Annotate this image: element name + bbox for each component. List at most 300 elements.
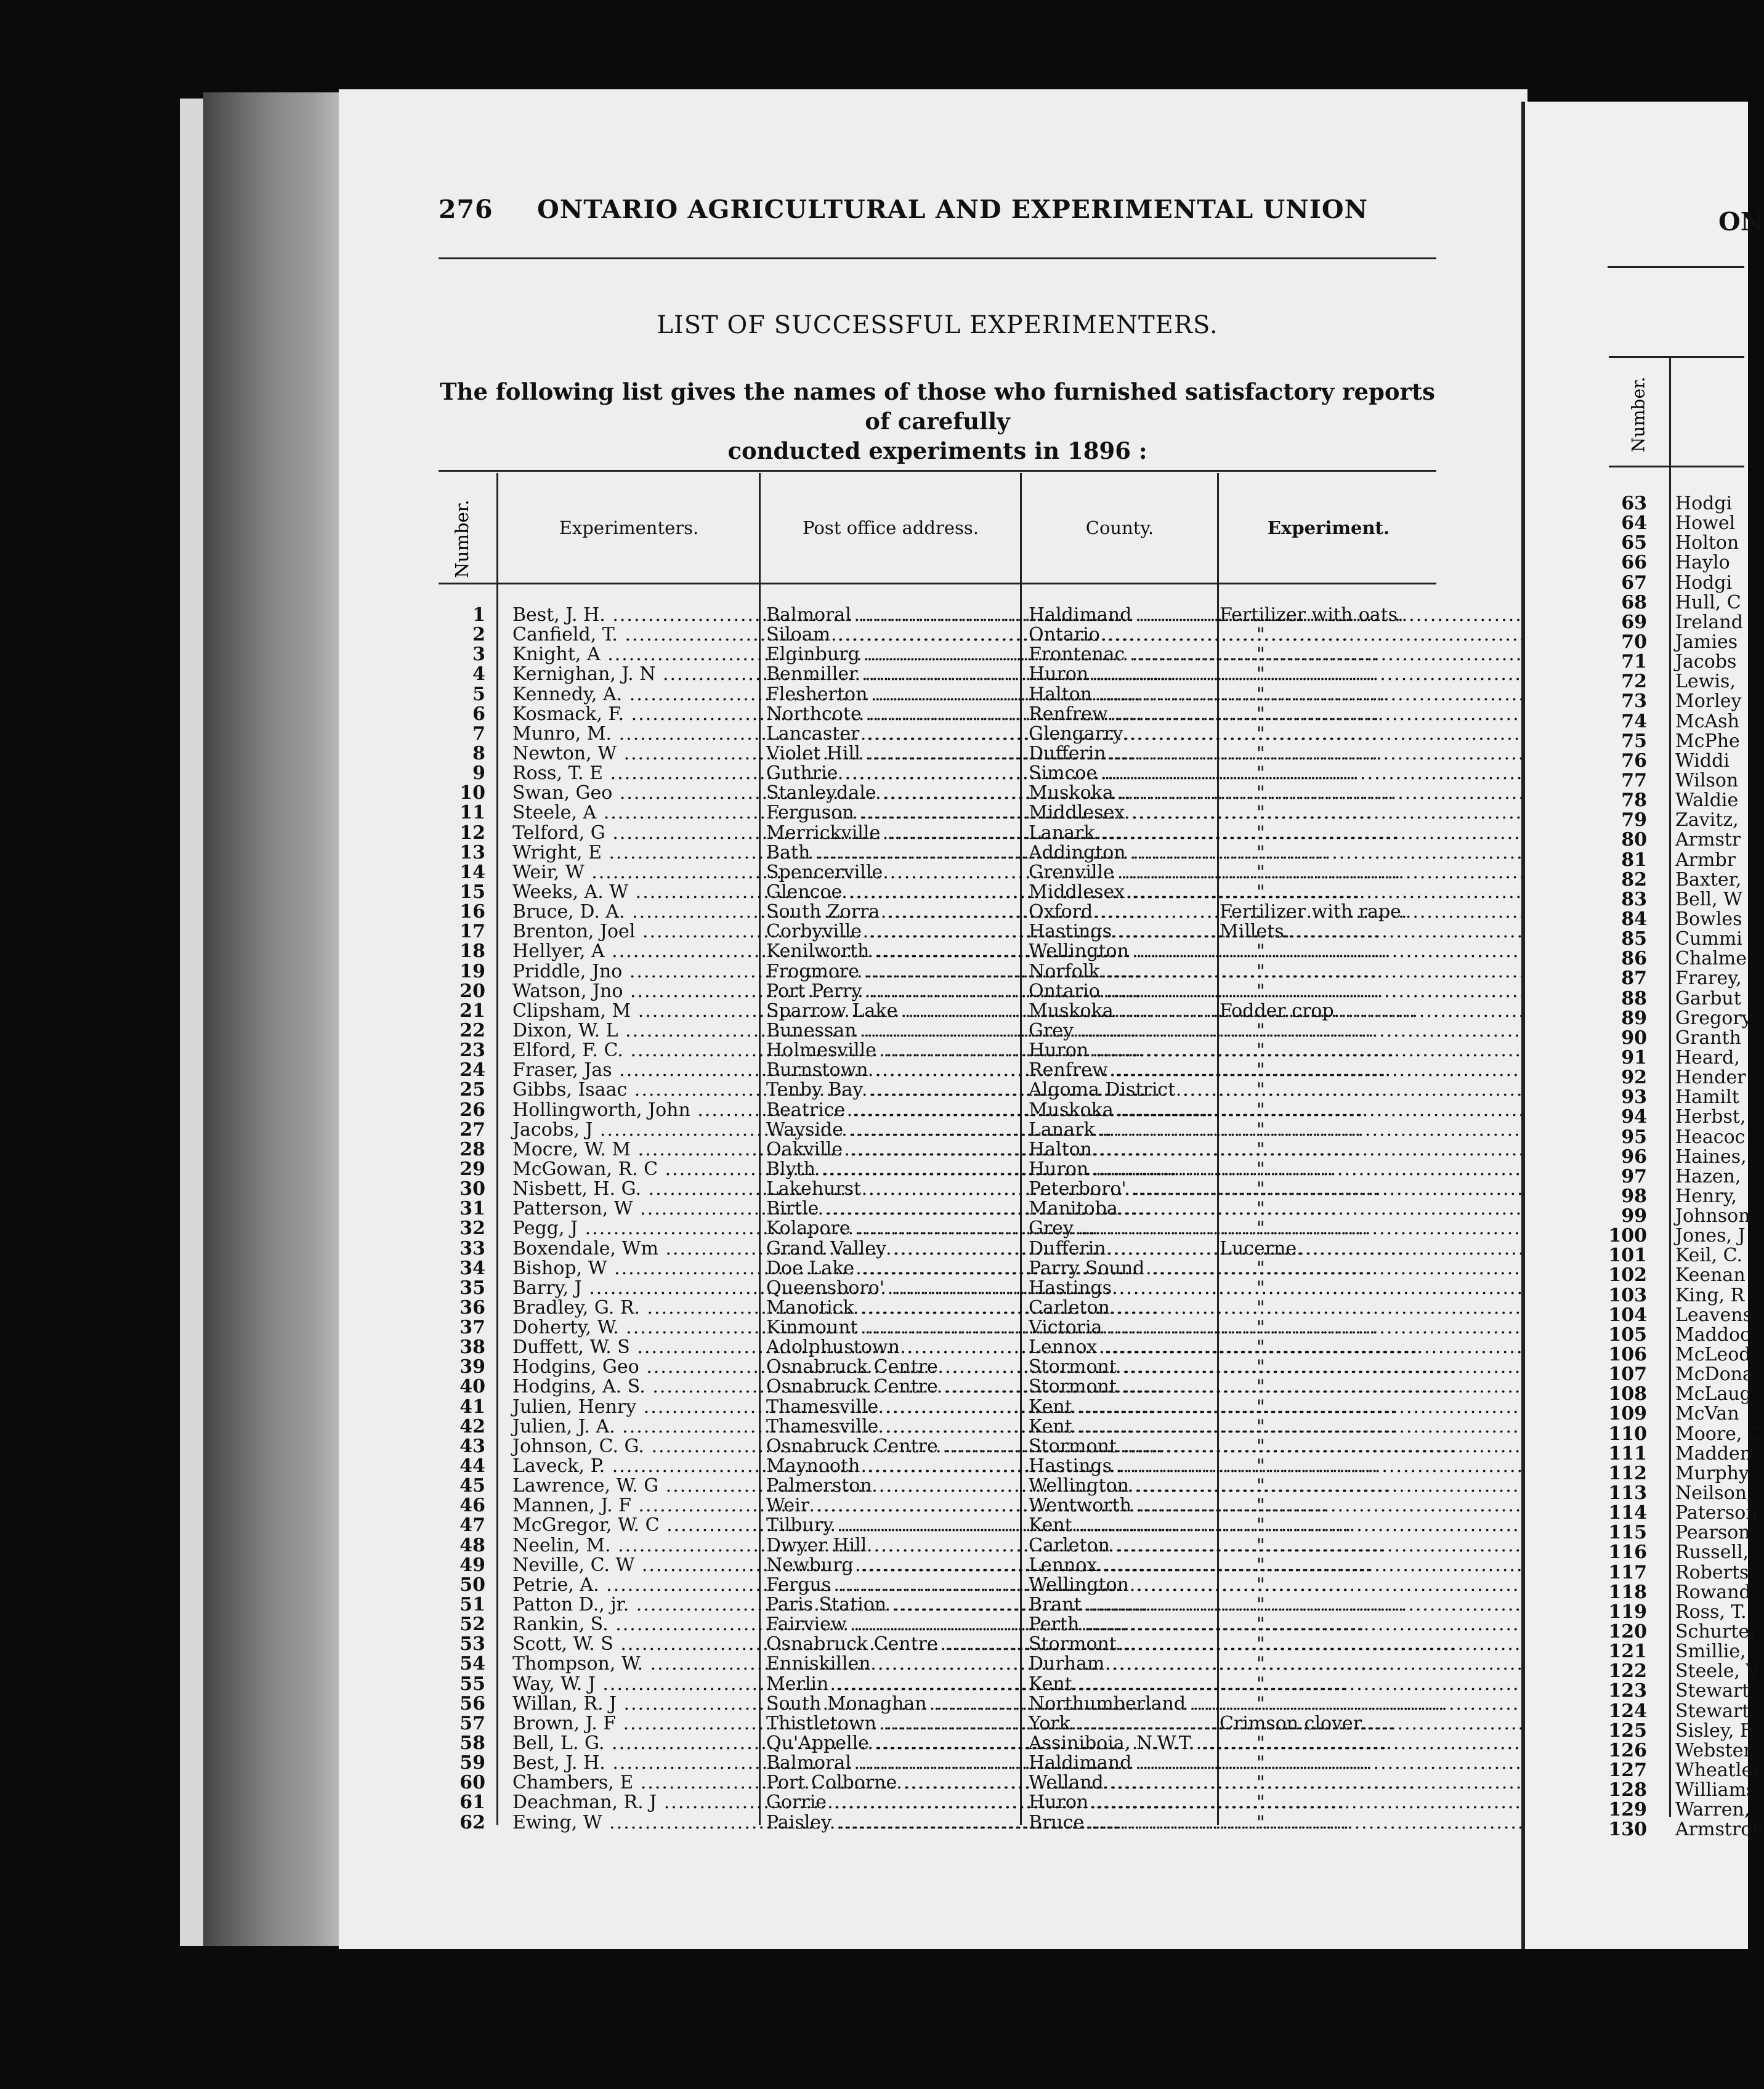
header-experimenters: Experimenters. xyxy=(559,517,699,538)
row-number: 67 xyxy=(1621,572,1647,594)
post-office-address: Tilbury ..... xyxy=(766,1516,1013,1535)
table-row xyxy=(439,744,1436,764)
row-number: 36 xyxy=(459,1296,485,1319)
table-row xyxy=(1596,1205,1750,1227)
table-row xyxy=(439,1536,1436,1556)
experimenter-name: Maddoc xyxy=(1675,1323,1750,1346)
experimenter-name: Best, J. H. ..... xyxy=(512,1753,759,1773)
experiment: " xyxy=(1256,1455,1265,1477)
post-office-address: Kinmount ..... xyxy=(766,1318,1013,1338)
experimenter-name: Holton xyxy=(1675,532,1739,554)
table-row xyxy=(1596,1561,1749,1583)
experimenter-name: Stewart, xyxy=(1675,1680,1755,1702)
row-number: 13 xyxy=(459,841,485,863)
table-row xyxy=(439,863,1436,883)
row-number: 5 xyxy=(472,683,485,705)
row-number: 49 xyxy=(459,1554,485,1576)
row-number: 98 xyxy=(1621,1185,1647,1207)
row-number: 81 xyxy=(1621,849,1647,871)
row-number: 107 xyxy=(1608,1364,1647,1386)
post-office-address: Palmerston ..... xyxy=(766,1476,1013,1496)
table-row xyxy=(439,1397,1436,1417)
experimenter-name: Nisbett, H. G. ..... xyxy=(512,1179,759,1199)
experimenter-name: Stewart, xyxy=(1675,1700,1755,1722)
experimenter-name: Barry, J ..... xyxy=(512,1279,759,1298)
post-office-address: Birtle ..... xyxy=(766,1199,1013,1219)
experiment: " xyxy=(1256,1079,1265,1101)
table-row xyxy=(439,823,1436,843)
county: Victoria ..... xyxy=(1029,1318,1213,1338)
row-number: 25 xyxy=(459,1079,485,1101)
table-row xyxy=(439,883,1436,902)
experiment: " xyxy=(1256,1158,1265,1180)
row-number: 101 xyxy=(1608,1245,1647,1267)
post-office-address: Kolapore ..... xyxy=(766,1219,1013,1238)
row-number: 44 xyxy=(459,1455,485,1477)
county: Perth ..... xyxy=(1029,1615,1213,1634)
row-number: 52 xyxy=(459,1614,485,1636)
running-header xyxy=(439,195,1436,225)
experiment: " xyxy=(1256,1633,1265,1655)
row-number: 82 xyxy=(1621,868,1647,891)
experimenter-name: Haines, xyxy=(1675,1146,1747,1168)
county: Simcoe ..... xyxy=(1029,764,1213,783)
experimenter-name: Jacobs, J ..... xyxy=(512,1120,759,1140)
experiment: " xyxy=(1256,1277,1265,1299)
experimenter-name: Hamilt xyxy=(1675,1086,1739,1109)
table-row xyxy=(1596,1146,1747,1168)
post-office-address: Dwyer Hill ..... xyxy=(766,1536,1013,1556)
experimenter-name: Heacoc xyxy=(1675,1126,1746,1148)
table-row xyxy=(1596,573,1744,593)
post-office-address: Spencerville ..... xyxy=(766,863,1013,883)
row-number: 106 xyxy=(1608,1344,1647,1366)
row-number: 21 xyxy=(459,1000,485,1022)
row-number: 22 xyxy=(459,1019,485,1041)
county: Wellington ..... xyxy=(1029,1476,1213,1496)
post-office-address: Weir ..... xyxy=(766,1496,1013,1516)
table-row xyxy=(1596,1286,1744,1306)
post-office-address: Newburg ..... xyxy=(766,1556,1013,1575)
row-number: 118 xyxy=(1608,1581,1647,1603)
post-office-address: Stanleydale ..... xyxy=(766,783,1013,803)
table-row xyxy=(1596,1581,1751,1603)
table-row xyxy=(1596,1068,1744,1088)
experiment: " xyxy=(1256,1792,1265,1814)
experimenter-name: Frarey, xyxy=(1675,968,1742,990)
table-row xyxy=(1596,1088,1744,1107)
experimenter-name: Wilson xyxy=(1675,769,1739,791)
row-number: 92 xyxy=(1621,1067,1647,1089)
experimenter-name: Heard, xyxy=(1675,1046,1740,1069)
experiment: " xyxy=(1256,762,1265,785)
table-row xyxy=(439,1338,1436,1357)
table-row xyxy=(439,803,1436,823)
row-number: 61 xyxy=(459,1792,485,1814)
table-row xyxy=(1596,1007,1752,1029)
experiment: " xyxy=(1256,1752,1265,1774)
table-row xyxy=(1596,732,1744,751)
table-row xyxy=(1596,1719,1753,1742)
experiment: " xyxy=(1256,1336,1265,1359)
post-office-address: Siloam ..... xyxy=(766,625,1013,645)
county: Grenville ..... xyxy=(1029,863,1213,883)
county: Bruce ..... xyxy=(1029,1813,1213,1833)
post-office-address: Port Perry ..... xyxy=(766,982,1013,1001)
row-number: 112 xyxy=(1608,1462,1647,1484)
experiment: Fodder crop. xyxy=(1220,1000,1340,1022)
row-number: 72 xyxy=(1621,671,1647,693)
experimenter-name: Hollingworth, John ..... xyxy=(512,1101,759,1120)
experimenter-name: Ewing, W ..... xyxy=(512,1813,759,1833)
experimenter-name: Leavens xyxy=(1675,1304,1752,1326)
experiment: " xyxy=(1256,1296,1265,1319)
row-number: 87 xyxy=(1621,968,1647,990)
row-number: 119 xyxy=(1608,1601,1647,1623)
row-number: 20 xyxy=(459,980,485,1002)
county: Halton ..... xyxy=(1029,1140,1213,1160)
experimenter-name: Swan, Geo ..... xyxy=(512,783,759,803)
county: Stormont ..... xyxy=(1029,1634,1213,1654)
experimenter-name: Ireland xyxy=(1675,611,1743,633)
experiment: " xyxy=(1256,822,1265,844)
experimenter-name: Neville, C. W ..... xyxy=(512,1556,759,1575)
post-office-address: Northcote ..... xyxy=(766,705,1013,724)
post-office-address: Lakehurst ..... xyxy=(766,1179,1013,1199)
post-office-address: Port Colborne ..... xyxy=(766,1773,1013,1793)
experiment: " xyxy=(1256,1138,1265,1160)
experimenter-name: Johnson xyxy=(1675,1205,1750,1227)
experimenter-name: Hodgi xyxy=(1675,493,1733,514)
table-row xyxy=(1596,771,1744,791)
post-office-address: Paris Station ..... xyxy=(766,1595,1013,1615)
row-number: 39 xyxy=(459,1356,485,1378)
row-number: 115 xyxy=(1608,1522,1647,1544)
experimenter-name: Smillie, xyxy=(1675,1641,1746,1663)
table-row xyxy=(439,1101,1436,1120)
table-row xyxy=(1596,791,1744,810)
table-row xyxy=(1596,1502,1758,1524)
row-number: 8 xyxy=(472,742,485,764)
row-number: 34 xyxy=(459,1257,485,1279)
row-number: 41 xyxy=(459,1396,485,1418)
row-number: 35 xyxy=(459,1277,485,1299)
table-row xyxy=(439,1259,1436,1279)
experimenter-name: Laveck, P. ..... xyxy=(512,1457,759,1476)
row-number: 75 xyxy=(1621,730,1647,752)
table-row xyxy=(439,843,1436,863)
row-number: 74 xyxy=(1621,710,1647,732)
experimenter-name: Weir, W ..... xyxy=(512,863,759,883)
table-row xyxy=(1596,1404,1744,1424)
experimenter-name: Bishop, W ..... xyxy=(512,1259,759,1279)
experimenter-name: Madden xyxy=(1675,1442,1752,1465)
county: Kent ..... xyxy=(1029,1516,1213,1535)
post-office-address: Manotick ..... xyxy=(766,1298,1013,1318)
post-office-address: Osnabruck Centre ..... xyxy=(766,1437,1013,1457)
row-number: 26 xyxy=(459,1099,485,1121)
county: Stormont ..... xyxy=(1029,1437,1213,1457)
post-office-address: Holmesville ..... xyxy=(766,1041,1013,1061)
experimenter-name: Munro, M. ..... xyxy=(512,724,759,744)
county: Middlesex ..... xyxy=(1029,883,1213,902)
table-row xyxy=(439,605,1436,625)
county: Welland ..... xyxy=(1029,1773,1213,1793)
table-row xyxy=(439,1160,1436,1179)
county: Wellington ..... xyxy=(1029,1575,1213,1595)
row-number: 47 xyxy=(459,1514,485,1537)
row-number: 110 xyxy=(1608,1423,1647,1445)
right-page-rule xyxy=(1608,266,1744,268)
post-office-address: Maynooth ..... xyxy=(766,1457,1013,1476)
experimenter-name: Johnson, C. G. ..... xyxy=(512,1437,759,1457)
post-office-address: Elginburg ..... xyxy=(766,645,1013,665)
county: Muskoka ..... xyxy=(1029,1101,1213,1120)
experimenter-name: Gregory xyxy=(1675,1007,1752,1029)
table-row xyxy=(1596,1423,1762,1445)
experimenter-name: Deachman, R. J ..... xyxy=(512,1793,759,1812)
right-page-table-rule xyxy=(1609,356,1744,358)
experimenter-name: McPhe xyxy=(1675,730,1740,752)
experimenter-name: Hazen, xyxy=(1675,1165,1741,1187)
table-row xyxy=(439,645,1436,665)
county: Middlesex ..... xyxy=(1029,803,1213,823)
experiment: " xyxy=(1256,881,1265,903)
experiment: " xyxy=(1256,1811,1265,1833)
table-row xyxy=(1596,1442,1752,1465)
experimenters-table-body xyxy=(439,605,1436,1833)
table-top-rule xyxy=(439,470,1436,472)
table-row xyxy=(1596,929,1744,949)
experimenter-name: Bell, L. G. ..... xyxy=(512,1734,759,1753)
post-office-address: Doe Lake ..... xyxy=(766,1259,1013,1279)
table-row xyxy=(1596,494,1744,514)
table-row xyxy=(439,783,1436,803)
county: Durham ..... xyxy=(1029,1654,1213,1674)
post-office-address: Ferguson ..... xyxy=(766,803,1013,823)
experimenter-name: Lawrence, W. G ..... xyxy=(512,1476,759,1496)
table-row xyxy=(1596,910,1744,929)
experimenter-name: Dixon, W. L ..... xyxy=(512,1021,759,1041)
table-row xyxy=(1596,652,1744,672)
table-row xyxy=(439,1061,1436,1080)
table-row xyxy=(439,1219,1436,1238)
post-office-address: Thamesville ..... xyxy=(766,1397,1013,1417)
table-row xyxy=(439,1298,1436,1318)
table-row xyxy=(439,1377,1436,1397)
post-office-address: Osnabruck Centre ..... xyxy=(766,1357,1013,1377)
experiment: Lucerne. xyxy=(1220,1237,1303,1259)
experimenter-name: Waldie xyxy=(1675,790,1739,812)
post-office-address: Beatrice ..... xyxy=(766,1101,1013,1120)
row-number: 57 xyxy=(459,1712,485,1734)
experiment: " xyxy=(1256,1178,1265,1200)
county: Huron ..... xyxy=(1029,1160,1213,1179)
experimenter-name: Bowles xyxy=(1675,908,1742,930)
header-post-office: Post office address. xyxy=(803,517,979,538)
experimenter-name: Widdi xyxy=(1675,750,1730,772)
row-number: 55 xyxy=(459,1673,485,1695)
row-number: 114 xyxy=(1608,1502,1647,1524)
experimenter-name: Watson, Jno ..... xyxy=(512,982,759,1001)
header-rule xyxy=(439,257,1436,259)
row-number: 68 xyxy=(1621,591,1647,613)
experimenter-name: Keil, C. xyxy=(1675,1245,1743,1267)
experiment: " xyxy=(1256,1218,1265,1240)
table-row xyxy=(1596,948,1747,970)
experimenter-name: Zavitz, xyxy=(1675,809,1739,831)
table-row xyxy=(439,1793,1436,1812)
post-office-address: Oakville ..... xyxy=(766,1140,1013,1160)
table-row xyxy=(439,1239,1436,1259)
experimenter-name: King, R xyxy=(1675,1284,1745,1306)
experiment: " xyxy=(1256,1198,1265,1220)
table-row xyxy=(439,1318,1436,1338)
row-number: 50 xyxy=(459,1574,485,1596)
table-row xyxy=(1596,1028,1744,1048)
county: Lennox ..... xyxy=(1029,1556,1213,1575)
table-row xyxy=(439,705,1436,724)
experiment: " xyxy=(1256,1099,1265,1121)
experiment: Fertilizer with oats. xyxy=(1220,604,1404,626)
post-office-address: Balmoral ..... xyxy=(766,605,1013,625)
table-row xyxy=(1596,1246,1744,1266)
row-number: 45 xyxy=(459,1475,485,1497)
county: Hastings ..... xyxy=(1029,1457,1213,1476)
experimenter-name: Warren, xyxy=(1675,1799,1750,1821)
experimenter-name: Clipsham, M ..... xyxy=(512,1001,759,1021)
experimenter-name: Lewis, xyxy=(1675,671,1736,693)
row-number: 43 xyxy=(459,1435,485,1457)
row-number: 37 xyxy=(459,1317,485,1339)
post-office-address: Guthrie ..... xyxy=(766,764,1013,783)
county: Oxford ..... xyxy=(1029,902,1213,922)
experimenter-name: Neelin, M. ..... xyxy=(512,1536,759,1556)
row-number: 33 xyxy=(459,1237,485,1259)
county: Peterboro' ..... xyxy=(1029,1179,1213,1199)
county: Muskoka ..... xyxy=(1029,1001,1213,1021)
table-row xyxy=(439,1179,1436,1199)
table-row xyxy=(1596,1541,1749,1564)
experiment: " xyxy=(1256,1118,1265,1141)
right-page-header: ON xyxy=(1718,207,1764,236)
table-row xyxy=(439,1357,1436,1377)
experimenter-name: Ross, T. xyxy=(1675,1601,1747,1623)
row-number: 31 xyxy=(459,1198,485,1220)
experimenter-name: Wheatley xyxy=(1675,1760,1763,1781)
experimenter-name: Priddle, Jno ..... xyxy=(512,962,759,982)
county: Carleton ..... xyxy=(1029,1298,1213,1318)
table-row xyxy=(1596,751,1744,771)
table-row xyxy=(1596,1482,1753,1505)
table-row xyxy=(1596,613,1744,632)
post-office-address: Osnabruck Centre ..... xyxy=(766,1377,1013,1397)
county: Lanark ..... xyxy=(1029,823,1213,843)
post-office-address: Adolphustown ..... xyxy=(766,1338,1013,1357)
experimenter-name: Cummi xyxy=(1675,928,1742,950)
post-office-address: Corbyville ..... xyxy=(766,922,1013,942)
table-row xyxy=(1596,1226,1744,1246)
experimenter-name: Moore, C xyxy=(1675,1423,1762,1445)
experimenter-name: Howel xyxy=(1675,512,1736,535)
post-office-address: Qu'Appelle ..... xyxy=(766,1734,1013,1753)
row-number: 105 xyxy=(1608,1323,1647,1346)
row-number: 27 xyxy=(459,1118,485,1141)
county: Huron ..... xyxy=(1029,1041,1213,1061)
row-number: 120 xyxy=(1608,1621,1647,1643)
experimenter-name: Brown, J. F ..... xyxy=(512,1714,759,1734)
table-row xyxy=(439,1714,1436,1734)
row-number: 48 xyxy=(459,1534,485,1556)
post-office-address: Lancaster ..... xyxy=(766,724,1013,744)
row-number: 108 xyxy=(1608,1383,1647,1405)
county: Glengarry ..... xyxy=(1029,724,1213,744)
post-office-address: Glencoe ..... xyxy=(766,883,1013,902)
table-row xyxy=(439,724,1436,744)
post-office-address: Sparrow Lake ..... xyxy=(766,1001,1013,1021)
experimenter-name: Patton D., jr. ..... xyxy=(512,1595,759,1615)
row-number: 80 xyxy=(1621,829,1647,851)
table-row xyxy=(439,1279,1436,1298)
row-number: 88 xyxy=(1621,987,1647,1009)
table-row xyxy=(439,1575,1436,1595)
county: Norfolk ..... xyxy=(1029,962,1213,982)
experiment: " xyxy=(1256,1356,1265,1378)
experimenter-name: Herbst, xyxy=(1675,1106,1746,1128)
experimenter-name: Rowand xyxy=(1675,1581,1751,1603)
experimenter-name: Mannen, J. F ..... xyxy=(512,1496,759,1516)
row-number: 121 xyxy=(1608,1641,1647,1663)
experimenter-name: Julien, Henry ..... xyxy=(512,1397,759,1417)
table-row xyxy=(1596,1621,1758,1643)
experimenter-name: McGowan, R. C ..... xyxy=(512,1160,759,1179)
experimenter-name: Jacobs xyxy=(1675,651,1737,673)
post-office-address: Gorrie ..... xyxy=(766,1793,1013,1812)
intro-line-1: The following list gives the names of those who furnished satisfactory reports of carefully xyxy=(440,378,1435,435)
post-office-address: Blyth ..... xyxy=(766,1160,1013,1179)
table-row xyxy=(439,1437,1436,1457)
row-number: 69 xyxy=(1621,611,1647,633)
county: Renfrew ..... xyxy=(1029,1061,1213,1080)
experiment: " xyxy=(1256,1376,1265,1398)
experiment: " xyxy=(1256,1653,1265,1675)
table-row xyxy=(439,665,1436,684)
post-office-address: Kenilworth ..... xyxy=(766,942,1013,961)
experimenter-name: McAsh xyxy=(1675,710,1739,732)
page-number: 276 xyxy=(439,195,493,224)
table-row xyxy=(439,1654,1436,1674)
table-row xyxy=(439,1734,1436,1753)
experiment: " xyxy=(1256,1317,1265,1339)
row-number: 84 xyxy=(1621,908,1647,930)
post-office-address: South Zorra ..... xyxy=(766,902,1013,922)
experimenter-name: Baxter, xyxy=(1675,868,1742,891)
experimenter-name: Schurter xyxy=(1675,1621,1758,1643)
experiment: " xyxy=(1256,1574,1265,1596)
table-row xyxy=(1596,533,1744,553)
county: Dufferin ..... xyxy=(1029,1239,1213,1259)
county: Assiniboia, N.W.T. ..... xyxy=(1029,1734,1213,1753)
experiment: " xyxy=(1256,980,1265,1002)
right-page-rows xyxy=(1596,493,1764,1841)
row-number: 19 xyxy=(459,960,485,982)
table-row xyxy=(1596,969,1744,988)
row-number: 42 xyxy=(459,1415,485,1437)
row-number: 7 xyxy=(472,722,485,745)
experimenter-name: Thompson, W. ..... xyxy=(512,1654,759,1674)
row-number: 56 xyxy=(459,1692,485,1715)
county: Stormont ..... xyxy=(1029,1357,1213,1377)
